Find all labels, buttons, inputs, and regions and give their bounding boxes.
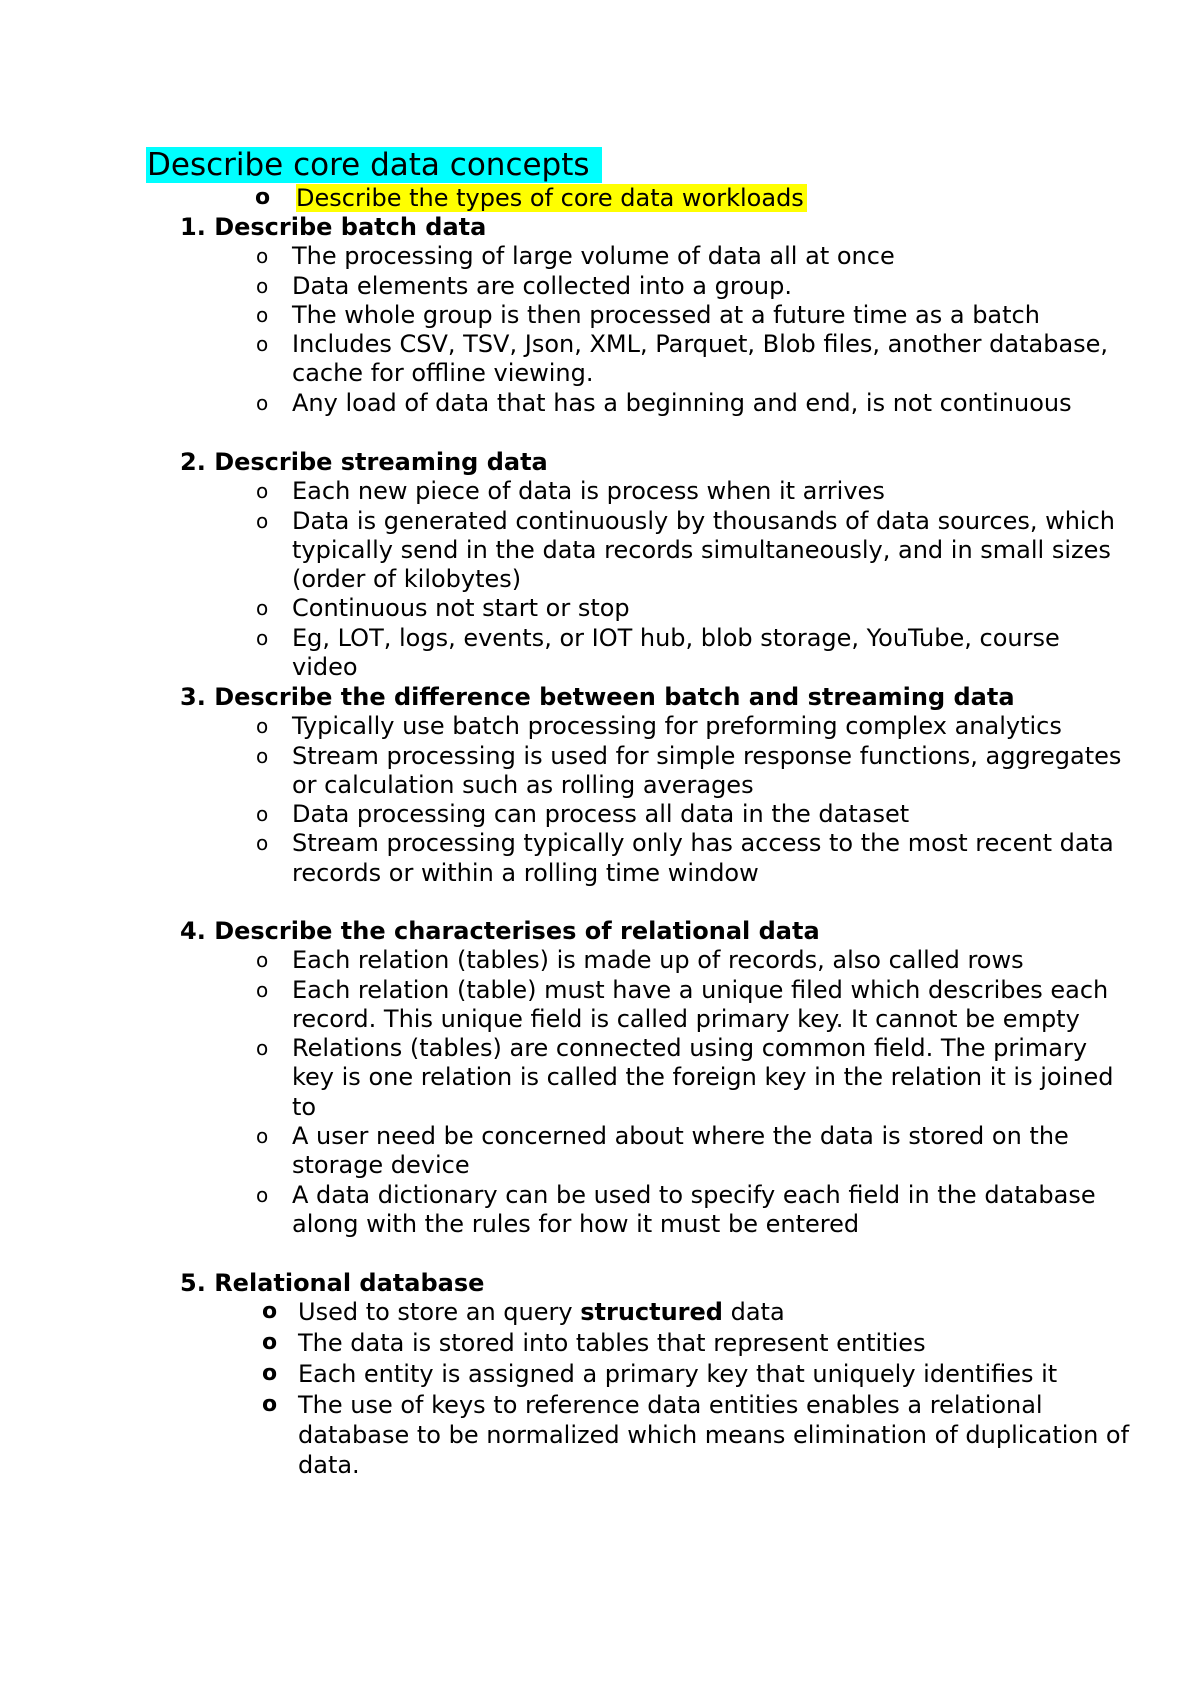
section-title: Describe the difference between batch and streaming data [214,683,1015,711]
item-text-bold: structured [580,1298,723,1327]
bullet-icon: o [256,714,269,739]
item-text: The processing of large volume of data all at once [292,242,895,271]
section-5 [180,1268,1130,1480]
section-number: 3. [180,683,206,711]
bullet-icon: o [256,390,269,415]
section-heading [180,1268,1130,1297]
bullet-icon: o [256,244,269,269]
section-list [180,242,1130,418]
list-item [180,1297,1130,1327]
list-item [180,594,1130,623]
section-heading [180,448,1130,477]
bullet-icon: o [256,625,269,650]
section-heading [180,917,1130,946]
list-item [180,800,1130,829]
list-item [180,946,1130,975]
list-item [180,330,1130,389]
section-list [180,477,1130,682]
section-number: 4. [180,917,206,945]
list-item [180,507,1130,595]
item-text: A data dictionary can be used to specify each field in the database along with the rules for how it must be entered [292,1180,1096,1238]
list-item [180,389,1130,418]
item-text: Stream processing is used for simple response functions, aggregates or calculation such as rolling averages [292,741,1122,799]
item-text-after: data [722,1298,785,1327]
bullet-icon: o [256,508,269,533]
section-heading [180,683,1130,712]
section-2 [180,448,1130,682]
item-text: The data is stored into tables that represent entities [298,1329,926,1358]
item-text: Each relation (table) must have a unique filed which describes each record. This unique field is called primary key. It cannot be empty [292,975,1109,1033]
section-3 [180,683,1130,888]
document-title: Describe core data concepts [146,147,602,183]
bullet-icon: o [256,1182,269,1207]
bullet-icon: o [256,1036,269,1061]
list-item [180,1181,1130,1240]
item-text-before: Used to store an query [298,1298,581,1327]
list-item [180,242,1130,271]
item-text: Continuous not start or stop [292,594,630,623]
item-text: Data is generated continuously by thousands of data sources, which typically send in the data records simultaneously, and in small sizes (order of kilobytes) [292,506,1116,594]
section-number: 5. [180,1269,206,1297]
bullet-icon: o [256,977,269,1002]
bullet-icon: o [262,1392,278,1418]
item-text: Any load of data that has a beginning and end, is not continuous [292,388,1072,417]
list-item [180,712,1130,741]
list-item [180,742,1130,801]
list-item [180,1328,1130,1358]
bullet-icon: o [256,302,269,327]
list-item [180,829,1130,888]
item-text: Each relation (tables) is made up of records, also called rows [292,946,1024,975]
item-text: Data elements are collected into a group. [292,271,792,300]
list-item [180,1359,1130,1389]
section-title: Relational database [214,1269,485,1297]
bullet-icon: o [256,802,269,827]
bullet-icon: o [256,831,269,856]
item-text: Eg, LOT, logs, events, or IOT hub, blob storage, YouTube, course video [292,623,1060,682]
list-item [180,1390,1130,1480]
section-number: 1. [180,213,206,241]
item-text: Stream processing typically only has access to the most recent data records or within a rolling time window [292,829,1114,887]
item-text: Each new piece of data is process when it arrives [292,477,885,506]
bullet-icon: o [256,479,269,504]
bullet-icon: o [256,332,269,357]
section-list [180,712,1130,888]
bullet-icon: o [262,1361,278,1387]
item-text: The use of keys to reference data entities enables a relational database to be normalized which means elimination of duplication of data. [298,1391,1130,1480]
bullet-icon: o [256,273,269,298]
list-item [180,1122,1130,1181]
item-text: The whole group is then processed at a future time as a batch [292,300,1040,329]
section-number: 2. [180,448,206,476]
bullet-icon: o [256,596,269,621]
section-title: Describe streaming data [214,448,548,476]
section-list [180,946,1130,1239]
bullet-icon: o [256,948,269,973]
item-text: A user need be concerned about where the data is stored on the storage device [292,1122,1069,1180]
bullet-icon: o [255,185,271,210]
section-list [180,1297,1130,1480]
subtitle-highlighted: Describe the types of core data workloads [296,184,807,212]
section-1 [180,213,1130,418]
bullet-icon: o [256,743,269,768]
section-title: Describe batch data [214,213,487,241]
bullet-icon: o [256,1124,269,1149]
item-text: Data processing can process all data in the dataset [292,800,910,829]
list-item [180,976,1130,1035]
item-text: Each entity is assigned a primary key that uniquely identifies it [298,1360,1058,1389]
item-text: Typically use batch processing for preforming complex analytics [292,712,1062,741]
list-item [180,272,1130,301]
list-item [180,624,1130,683]
list-item [180,301,1130,330]
list-item [180,1034,1130,1122]
item-text: Relations (tables) are connected using common field. The primary key is one relation is called the foreign key in the relation it is joined to [292,1034,1114,1121]
section-heading [180,213,1130,242]
bullet-icon: o [262,1330,278,1356]
list-item [180,477,1130,506]
section-4 [180,917,1130,1239]
item-text: Includes CSV, TSV, Json, XML, Parquet, Blob files, another database, cache for offline viewing. [292,330,1109,388]
bullet-icon: o [262,1299,278,1325]
section-title: Describe the characterises of relational data [214,917,820,945]
